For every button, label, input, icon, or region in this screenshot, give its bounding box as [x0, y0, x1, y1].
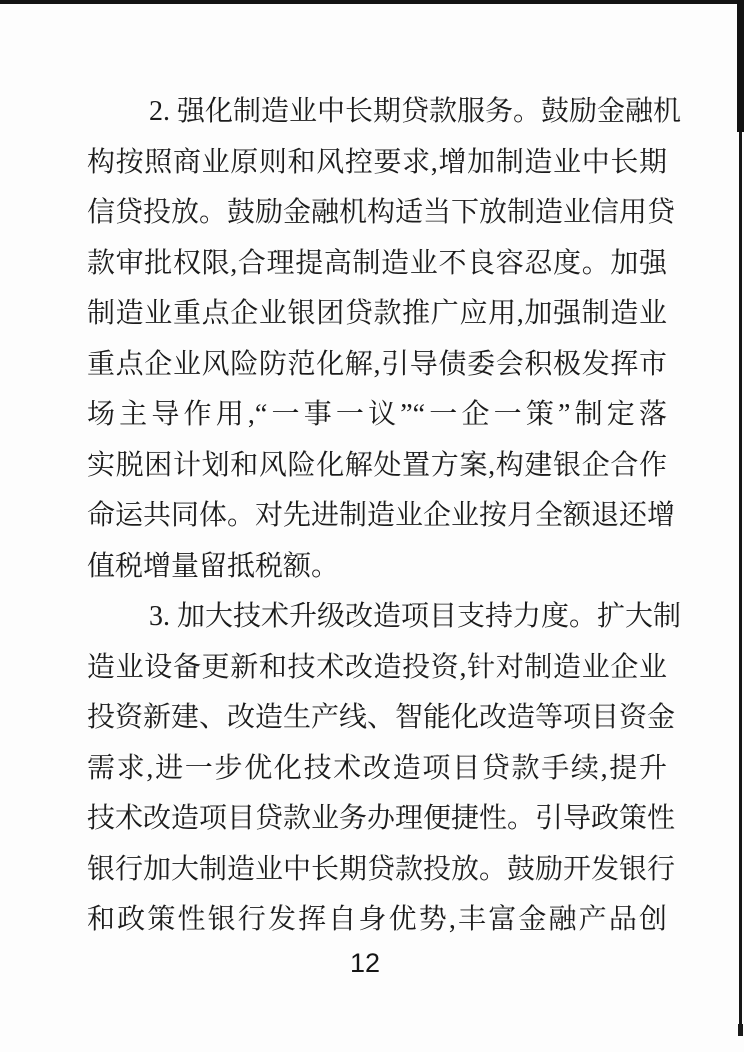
text-line: 信贷投放。鼓励金融机构适当下放制造业信用贷: [87, 197, 676, 228]
scan-edge-top: [0, 0, 744, 4]
document-body: [87, 87, 682, 946]
scan-edge-right: [739, 0, 742, 1036]
text-line: 制造业重点企业银团贷款推广应用,加强制造业: [87, 298, 667, 329]
text-line: 款审批权限,合理提高制造业不良容忍度。加强: [87, 247, 667, 279]
text-line: 2. 强化制造业中长期贷款服务。鼓励金融机: [149, 96, 682, 127]
text-line: 场主导作用,“一事一议”“一企一策”制定落: [87, 399, 667, 430]
text-line: 造业设备更新和技术改造投资,针对制造业企业: [87, 651, 667, 683]
text-line: 投资新建、改造生产线、智能化改造等项目资金: [87, 702, 676, 733]
scan-edge-right-cap: [737, 0, 744, 132]
text-line: 命运共同体。对先进制造业企业按月全额退还增: [87, 500, 676, 531]
scan-edge-right-blob: [738, 1024, 743, 1036]
text-line: 银行加大制造业中长期贷款投放。鼓励开发银行: [87, 853, 676, 885]
text-line: 技术改造项目贷款业务办理便捷性。引导政策性: [87, 803, 676, 834]
text-line: 重点企业风险防范化解,引导债委会积极发挥市: [87, 348, 667, 380]
page-number: 12: [349, 948, 381, 978]
text-line: 和政策性银行发挥自身优势,丰富金融产品创: [87, 904, 667, 935]
text-line: 3. 加大技术升级改造项目支持力度。扩大制: [149, 601, 682, 632]
text-line: 需求,进一步优化技术改造项目贷款手续,提升: [87, 752, 667, 784]
text-line: 值税增量留抵税额。: [87, 550, 340, 582]
text-line: 实脱困计划和风险化解处置方案,构建银企合作: [87, 449, 667, 481]
text-line: 构按照商业原则和风控要求,增加制造业中长期: [87, 146, 667, 178]
